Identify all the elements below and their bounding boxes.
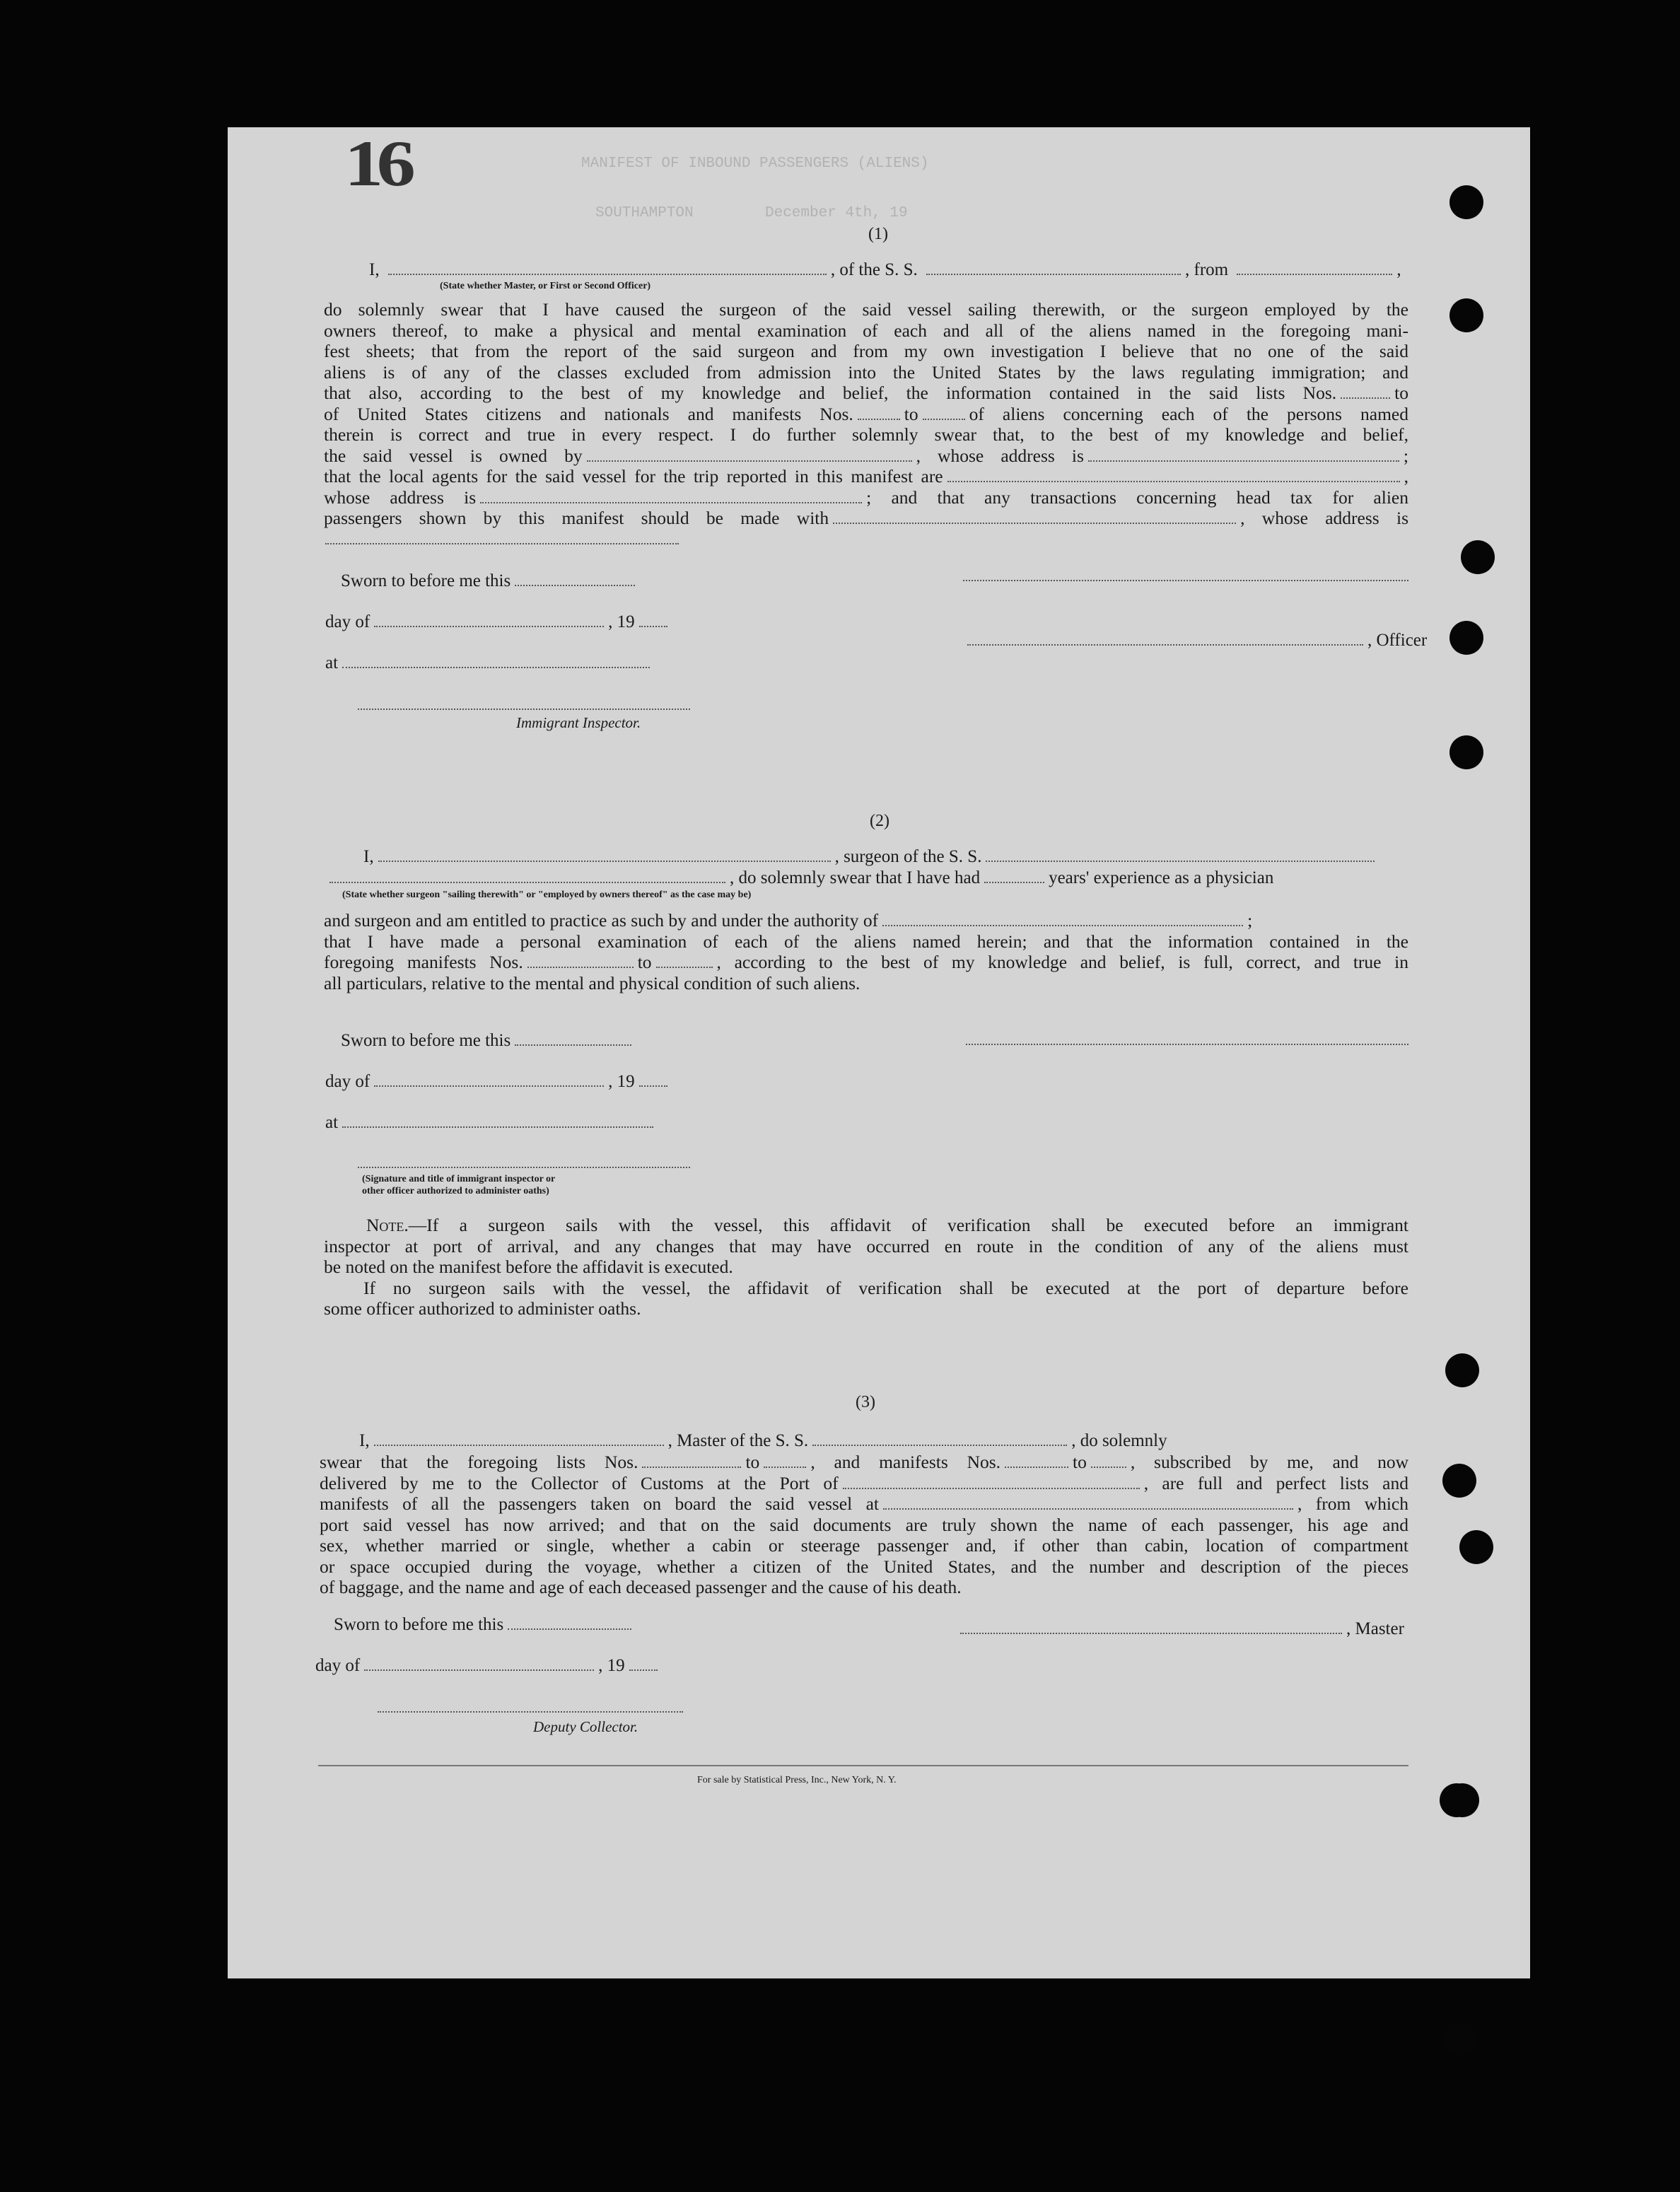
- s2-manifests-line: [324, 952, 1408, 973]
- punch-hole: [1440, 1783, 1474, 1817]
- manifests-from-field[interactable]: [858, 406, 900, 420]
- s3-subscribed-text: , subscribed by me, and now: [1130, 1452, 1408, 1472]
- s3-boarded-text: manifests of all the passengers taken on board the said vessel at: [320, 1493, 879, 1514]
- ghost-port: SOUTHAMPTON: [595, 205, 694, 221]
- s2-line: that I have made a personal examination of each of the aliens named herein; and that the information contained in the: [324, 931, 1408, 952]
- s3-month-field[interactable]: [364, 1657, 594, 1671]
- s1-line: aliens is of any of the classes excluded from admission into the United States by the laws regulating immigration; and: [324, 361, 1408, 383]
- section3-number: (3): [856, 1393, 875, 1411]
- s2-sworn-day-field[interactable]: [515, 1032, 631, 1046]
- s1-line-owner: the said vessel is owned by , whose address is ;: [324, 445, 1409, 466]
- ghost-title: MANIFEST OF INBOUND PASSENGERS (ALIENS): [581, 156, 929, 172]
- s3-manifests-to-field[interactable]: [1091, 1454, 1126, 1468]
- note-line: [324, 1215, 1408, 1236]
- s2-year-label: , 19: [608, 1072, 635, 1091]
- surgeon-name-field[interactable]: [378, 848, 831, 862]
- s3-to-label: to: [1073, 1452, 1087, 1472]
- s3-manifests-from-field[interactable]: [1005, 1454, 1068, 1468]
- owner-address-field[interactable]: [1088, 448, 1399, 462]
- officer-label: , Officer: [1367, 631, 1428, 650]
- s1-sworn-day-field[interactable]: [515, 572, 635, 586]
- authority-field[interactable]: [882, 912, 1243, 926]
- note-line: inspector at port of arrival, and any changes that may have occurred en route in the condition of any of the aliens must: [324, 1235, 1408, 1257]
- section1-number: (1): [868, 225, 888, 243]
- s1-officer-signature[interactable]: [967, 631, 1363, 646]
- years-experience-field[interactable]: [984, 869, 1044, 883]
- surgeon-of-label: , surgeon of the S. S.: [834, 847, 982, 866]
- manifest-page: 16 MANIFEST OF INBOUND PASSENGERS (ALIENS) SOUTHAMPTON December 4th, 19 (1) I, , of the S. S. , from , (State whether Master, or First or Second Officer) do solemnly swear that I have caused the surgeon of the said vessel sailing therewith, or the surgeon employed by the owners thereof, to make a physical and mental examination of each and all of the aliens named in the foregoing mani- fest sheets; that from the report of the said surgeon and from my own investigation I believe that no one of the said aliens is of any of the classes excluded from admission into the United States by the laws regulating immigration; and that also, according to the best of my knowledge and belief, the information contained in the said lists Nos. to of United States citizens and nationals and manifests Nos. to of aliens concerning each of the persons named therein is correct and true in every respect. I do further solemnly swear that, to the best of my knowledge and belief, the said vessel is owned by , whose address is ; that the local agents for the said vessel for the trip reported in this manifest are , whose address is ; and that any transactions concerning head tax for alien passengers shown by this manifest should be made with , whose address is Sworn to before me this day of , 19 at Immigrant Inspector. , Officer (2) I, , surgeon of the S. S. , do solemnly swear that I have had years' experience as a physician (State whether surgeon "sailing therewith" or "employed by owners thereof" as the case may be) and surgeon and am entitled to practice as such by and under the authority of ; that I have made a personal examination of each of the aliens named herein; and that the information contained in the foregoing manifests Nos. to , according to the best of my knowledge and belief, is full, correct, and true in all particulars, relative to the mental and physical condition of such aliens. Sworn to before me this day of , 19 at (Signature and title of immigrant inspector or other officer authorized to administer oaths) Note.—If a surgeon sails with the vessel, this affidavit of verification shall be executed before an immigrant inspector at port of arrival, and any changes that may have occurred en route in the condition of any of the aliens must be noted on the manifest before the affidavit is executed. If no surgeon sails with the vessel, the affidavit of verification shall be executed at the port of departure before some officer authorized to administer oaths. (3) I, , Master of the S. S. , do solemnly swear that the foregoing lists Nos. to , and manifests Nos. to , subscribed by me, and now delivered by me to the Collector of Customs at the Port of , are full and perfect lists and manifests of all the passengers taken on board the said vessel at , from which port said vessel has now arrived; and that on the said documents are truly shown the name of each passenger, his age and sex, whether married or single, whether a cabin or steerage passenger and, if other than cabin, location of compartment or space occupied during the voyage, whether a citizen of the United States, and the number and description of the pieces of baggage, and the name and age of each deceased passenger and the cause of his death. Sworn to before me this , Master day of , 19 Deputy Collector. For sale by Statistical Press, Inc., New York, N. Y.: [228, 127, 1530, 1978]
- s3-boarded-port-field[interactable]: [883, 1496, 1293, 1510]
- s1-line: owners thereof, to make a physical and mental examination of each and all of the aliens named in the foregoing mani-: [324, 320, 1408, 341]
- s2-correct-text: , according to the best of my knowledge and belief, is full, correct, and true in: [716, 952, 1408, 972]
- s3-line: port said vessel has now arrived; and that on the said documents are truly shown the name of each passenger, his age and: [320, 1514, 1408, 1535]
- note-paragraph: [324, 1215, 1408, 1319]
- lists-from-field[interactable]: [1341, 385, 1390, 399]
- punch-hole: [1449, 621, 1483, 655]
- s1-officer-signature-top[interactable]: [963, 578, 1408, 581]
- agents-text: that the local agents for the said vessel for the trip reported in this manifest are: [324, 466, 943, 486]
- s2-i-label: I,: [363, 847, 374, 866]
- s2-manifests-to-field[interactable]: [656, 954, 713, 968]
- s3-manifests-text: , and manifests Nos.: [810, 1452, 1001, 1472]
- of-aliens-text: of aliens concerning each of the persons named: [969, 403, 1408, 424]
- from-port-field[interactable]: [1237, 261, 1392, 275]
- s1-line-lists: [324, 383, 1408, 404]
- punch-hole: [1442, 1464, 1476, 1498]
- owner-field[interactable]: [587, 448, 912, 462]
- s2-line: all particulars, relative to the mental and physical condition of such aliens.: [324, 972, 861, 993]
- s2-day-of-label: day of: [325, 1072, 371, 1091]
- collector-caption: Deputy Collector.: [533, 1718, 638, 1735]
- s1-line: therein is correct and true in every respect. I do further solemnly swear that, to the best of my knowledge and belief,: [324, 424, 1408, 445]
- section1-paragraph: [324, 299, 1408, 529]
- s2-sworn-label: Sworn to before me this: [341, 1031, 511, 1050]
- s3-lists-from-field[interactable]: [642, 1454, 741, 1468]
- note-line: be noted on the manifest before the affidavit is executed.: [324, 1257, 733, 1277]
- s3-port-text: delivered by me to the Collector of Customs at the Port of: [320, 1472, 839, 1493]
- s3-sworn-label: Sworn to before me this: [334, 1615, 504, 1634]
- s3-lists-line: [320, 1452, 1408, 1473]
- surgeon-status-field[interactable]: [329, 869, 725, 883]
- s1-line: do solemnly swear that I have caused the surgeon of the said vessel sailing therewith, or the surgeon employed by the: [324, 299, 1408, 320]
- s2-authority-text: and surgeon and am entitled to practice as such by and under the authority of: [324, 910, 879, 931]
- s3-port-line: [320, 1473, 1408, 1494]
- punch-hole: [1449, 298, 1483, 332]
- punch-hole: [1449, 735, 1483, 769]
- s3-to-label: to: [745, 1452, 760, 1472]
- s2-year-field[interactable]: [639, 1073, 667, 1087]
- master-of-label: , Master of the S. S.: [667, 1431, 809, 1450]
- master-note: (State whether Master, or First or Second Officer): [440, 281, 651, 291]
- punch-hole: [1442, 2022, 1476, 2056]
- s3-year-field[interactable]: [629, 1657, 658, 1671]
- s2-surgeon-signature[interactable]: [966, 1042, 1408, 1045]
- s1-place-field[interactable]: [342, 654, 650, 668]
- s1-line-agents: that the local agents for the said vessel for the trip reported in this manifest are ,: [324, 466, 1408, 486]
- note-line1: —If a surgeon sails with the vessel, this affidavit of verification shall be executed before an immigrant: [408, 1215, 1408, 1235]
- s1-year-label: , 19: [608, 612, 635, 631]
- footer-text: For sale by Statistical Press, Inc., New York, N. Y.: [697, 1775, 897, 1785]
- s1-month-field[interactable]: [374, 613, 604, 627]
- s3-from-which-text: , from which: [1297, 1493, 1409, 1514]
- s3-lists-to-field[interactable]: [764, 1454, 806, 1468]
- s3-year-label: , 19: [598, 1656, 625, 1675]
- s1-lists-text: that also, according to the best of my knowledge and belief, the information contained in the said lists Nos.: [324, 383, 1337, 403]
- punch-hole: [1449, 185, 1483, 219]
- note-line: If no surgeon sails with the vessel, the affidavit of verification shall be executed at the port of departure before: [363, 1277, 1408, 1298]
- s2-manifests-from-field[interactable]: [527, 954, 634, 968]
- note-label: Note.: [366, 1215, 409, 1235]
- ghost-date: December 4th, 19: [765, 205, 908, 221]
- years-exp-label: years' experience as a physician: [1049, 868, 1274, 887]
- s3-master-name-field[interactable]: [374, 1432, 664, 1446]
- s2-month-field[interactable]: [374, 1073, 604, 1087]
- agent-address-text: whose address is: [324, 486, 477, 508]
- s2-officer-signature[interactable]: [358, 1165, 690, 1168]
- surgeon-note: (State whether surgeon "sailing therewith" or "employed by owners thereof" as the case may be): [342, 890, 752, 900]
- note-line: some officer authorized to administer oaths.: [324, 1298, 641, 1319]
- s3-do-solemnly: , do solemnly: [1071, 1431, 1167, 1450]
- page-number: 16: [344, 127, 409, 199]
- s2-vessel-field[interactable]: [986, 848, 1375, 862]
- s3-line: sex, whether married or single, whether a cabin or steerage passenger and, if other than cabin, location of compartment: [320, 1535, 1408, 1556]
- to-label: to: [904, 403, 918, 424]
- s1-line-agent-address: [324, 487, 1408, 508]
- s2-to-label: to: [637, 952, 652, 972]
- s2-authority-line: and surgeon and am entitled to practice as such by and under the authority of ;: [324, 910, 1253, 931]
- inspector-caption: Immigrant Inspector.: [516, 714, 641, 731]
- manifests-to-field[interactable]: [923, 406, 965, 420]
- punch-hole: [1459, 1530, 1493, 1564]
- head-tax-address-field[interactable]: [325, 542, 679, 544]
- s1-sworn-label: Sworn to before me this: [341, 571, 511, 590]
- s2-sig-note-2: other officer authorized to administer oaths): [362, 1186, 549, 1196]
- owner-text: the said vessel is owned by: [324, 445, 583, 466]
- s3-i-label: I,: [359, 1431, 370, 1450]
- agent-address-field[interactable]: [480, 489, 862, 503]
- s3-master-signature[interactable]: [960, 1620, 1342, 1634]
- s3-boarded-line: [320, 1493, 1408, 1515]
- section2-number: (2): [870, 812, 889, 830]
- s1-day-of-label: day of: [325, 612, 371, 631]
- s1-at-label: at: [325, 653, 339, 672]
- head-tax-text: ; and that any transactions concerning head tax for alien: [866, 486, 1408, 508]
- s3-lists-text: swear that the foregoing lists Nos.: [320, 1452, 638, 1472]
- section3-paragraph: [320, 1452, 1408, 1598]
- s2-place-field[interactable]: [342, 1114, 653, 1128]
- vessel-name-field[interactable]: [926, 261, 1181, 275]
- punch-hole: [1461, 540, 1495, 574]
- s1-inspector-signature[interactable]: [358, 707, 690, 710]
- head-tax-with-text: passengers shown by this manifest should be made with: [324, 508, 829, 528]
- whose-address-label: , whose address is: [1240, 508, 1408, 528]
- s2-at-label: at: [325, 1113, 339, 1132]
- s1-manifests-text: of United States citizens and nationals and manifests Nos.: [324, 403, 853, 424]
- s1-year-field[interactable]: [639, 613, 667, 627]
- head-tax-agent-field[interactable]: [833, 510, 1236, 524]
- agents-field[interactable]: [947, 468, 1400, 482]
- s3-line: of baggage, and the name and age of each deceased passenger and the cause of his death.: [320, 1577, 962, 1597]
- from-label: , from: [1185, 260, 1229, 279]
- footer-rule: [318, 1765, 1408, 1766]
- section2-paragraph: [324, 910, 1408, 993]
- s2-manifests-text: foregoing manifests Nos.: [324, 952, 523, 972]
- s3-full-lists-text: , are full and perfect lists and: [1143, 1472, 1408, 1493]
- master-label: , Master: [1346, 1619, 1404, 1638]
- s3-line: or space occupied during the voyage, whether a citizen of the United States, and the number and description of the pieces: [320, 1556, 1408, 1577]
- s3-vessel-field[interactable]: [812, 1432, 1067, 1446]
- punch-hole: [1445, 1353, 1479, 1387]
- s3-port-field[interactable]: [843, 1475, 1140, 1489]
- s2-sig-note-1: (Signature and title of immigrant inspector or: [362, 1174, 556, 1184]
- section1-i-label: I,: [369, 260, 380, 279]
- of-the-ss-label: , of the S. S.: [830, 260, 918, 279]
- master-name-field[interactable]: [388, 261, 827, 275]
- s2-do-solemnly: , do solemnly swear that I have had: [730, 868, 981, 887]
- s3-day-of-label: day of: [315, 1656, 361, 1675]
- whose-address-label: , whose address is: [916, 445, 1084, 466]
- s1-line: fest sheets; that from the report of the said surgeon and from my own investigation I believe that no one of the said: [324, 341, 1408, 361]
- s3-sworn-day-field[interactable]: [508, 1616, 631, 1630]
- s3-collector-signature[interactable]: [378, 1710, 683, 1713]
- s1-line-headtax: [324, 508, 1408, 529]
- s1-line-manifests: [324, 404, 1408, 425]
- to-label: to: [1394, 383, 1408, 403]
